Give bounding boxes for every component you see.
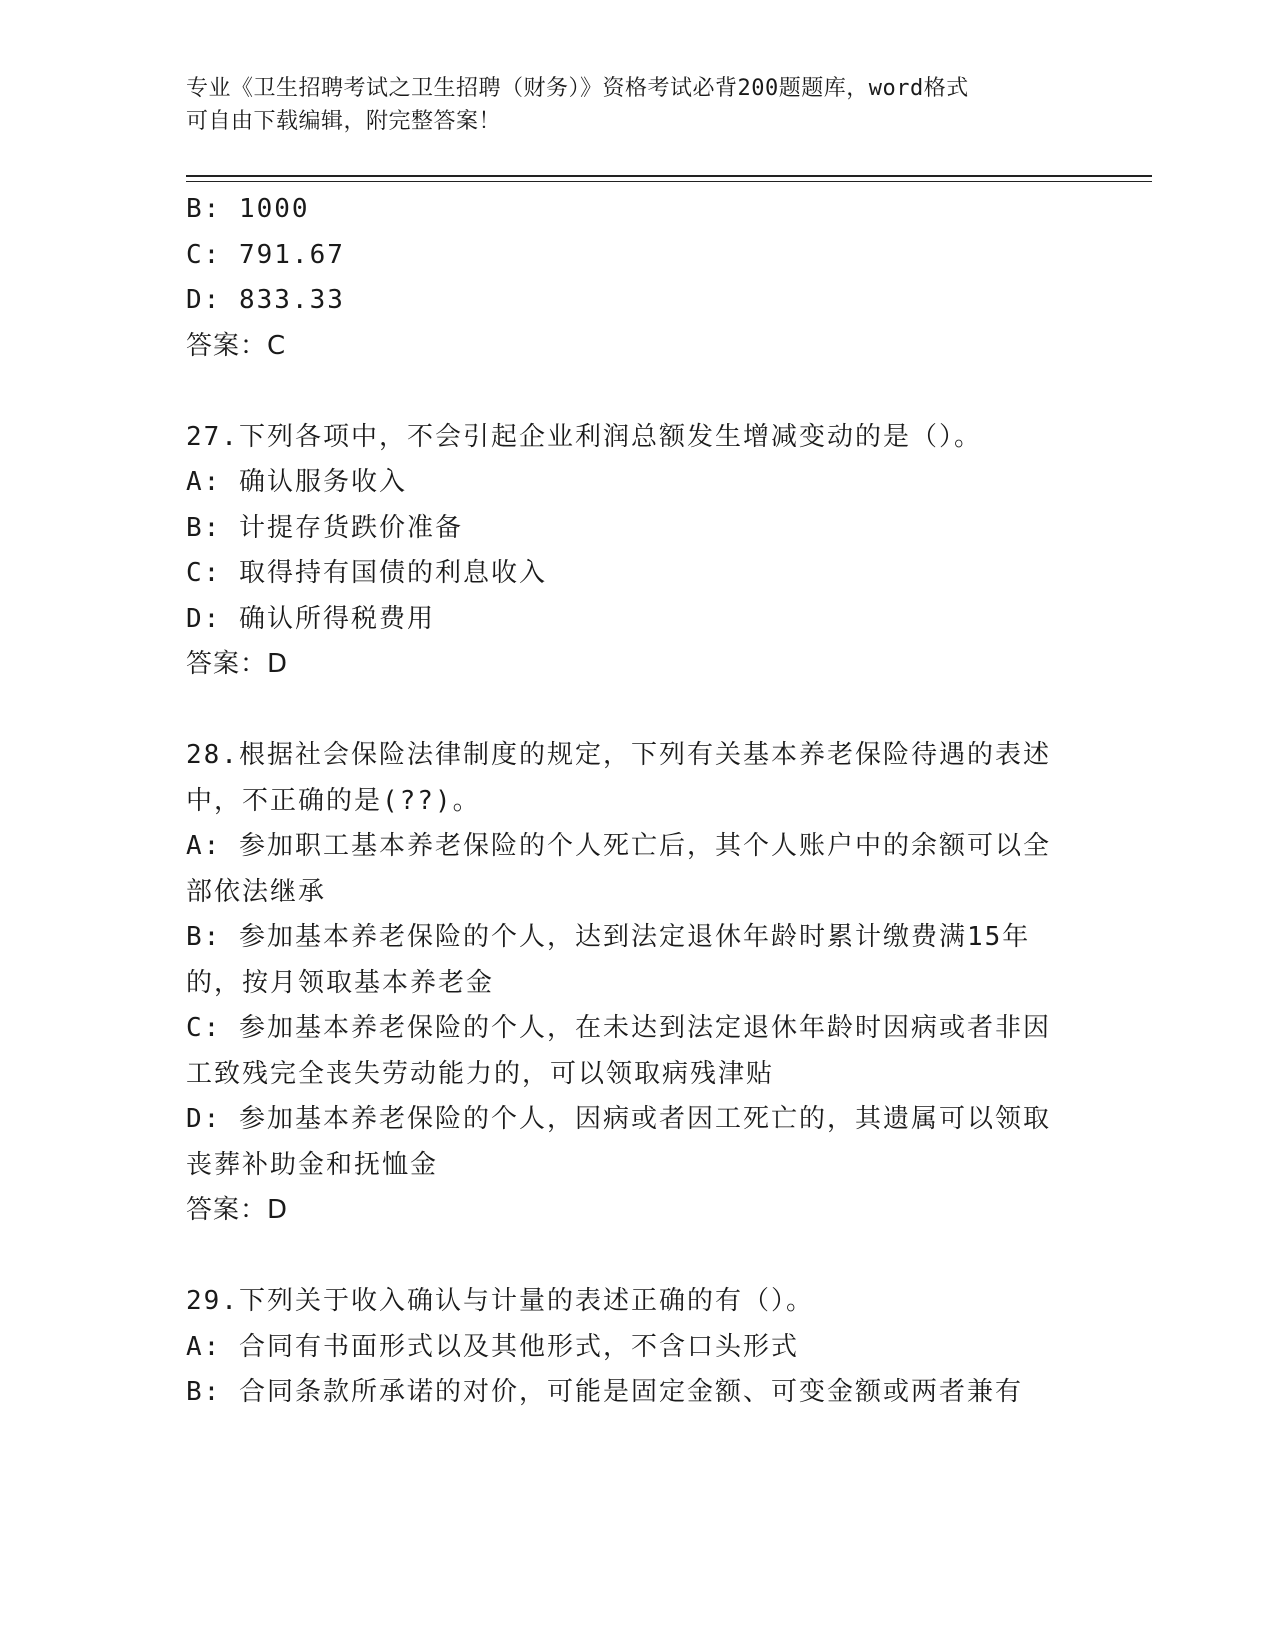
option-d: D: 参加基本养老保险的个人，因病或者因工死亡的，其遗属可以领取 [186, 1104, 1051, 1134]
option-b: B: 1000 [186, 194, 310, 224]
question-stem: 27.下列各项中，不会引起企业利润总额发生增减变动的是（）。 [186, 421, 982, 452]
option-c: C: 取得持有国债的利息收入 [186, 558, 547, 588]
document-header [186, 72, 1066, 138]
option-a: A: 参加职工基本养老保险的个人死亡后，其个人账户中的余额可以全 [186, 831, 1051, 861]
question-stem: 29.下列关于收入确认与计量的表述正确的有（）。 [186, 1286, 814, 1316]
answer-line: 答案：C [186, 330, 287, 361]
header-title-line-2: 可自由下载编辑，附完整答案！ [186, 109, 502, 134]
spacer [186, 1234, 1086, 1280]
header-divider-thick [186, 175, 1152, 177]
option-b: B: 合同条款所承诺的对价，可能是固定金额、可变金额或两者兼有 [186, 1377, 1023, 1407]
question-27 [186, 415, 1086, 688]
answer-line: 答案：D [186, 649, 289, 679]
option-c: C: 791.67 [186, 239, 345, 270]
option-b: B: 计提存货跌价准备 [186, 512, 463, 543]
previous-question-tail [186, 187, 1086, 369]
option-d: D: 833.33 [186, 285, 345, 315]
answer-line: 答案：D [186, 1195, 289, 1225]
question-stem: 28.根据社会保险法律制度的规定，下列有关基本养老保险待遇的表述 [186, 740, 1051, 770]
option-b-continued: 的，按月领取基本养老金 [186, 967, 495, 998]
option-c-continued: 工致残完全丧失劳动能力的，可以领取病残津贴 [186, 1058, 775, 1089]
option-a: A: 确认服务收入 [186, 467, 407, 497]
option-d: D: 确认所得税费用 [186, 603, 435, 634]
document-body [186, 187, 1086, 1416]
option-d-continued: 丧葬补助金和抚恤金 [186, 1149, 439, 1180]
option-a: A: 合同有书面形式以及其他形式，不含口头形式 [186, 1331, 799, 1362]
header-divider-thin [186, 181, 1152, 182]
header-title-line-1: 专业《卫生招聘考试之卫生招聘（财务）》资格考试必背200题题库，word格式 [186, 76, 969, 101]
option-c: C: 参加基本养老保险的个人，在未达到法定退休年龄时因病或者非因 [186, 1013, 1051, 1043]
spacer [186, 688, 1086, 734]
option-b: B: 参加基本养老保险的个人，达到法定退休年龄时累计缴费满15年 [186, 922, 1031, 952]
question-28 [186, 733, 1086, 1234]
question-stem-continued: 中，不正确的是(??)。 [186, 785, 481, 816]
option-a-continued: 部依法继承 [186, 876, 327, 907]
question-29 [186, 1279, 1086, 1416]
spacer [186, 369, 1086, 415]
